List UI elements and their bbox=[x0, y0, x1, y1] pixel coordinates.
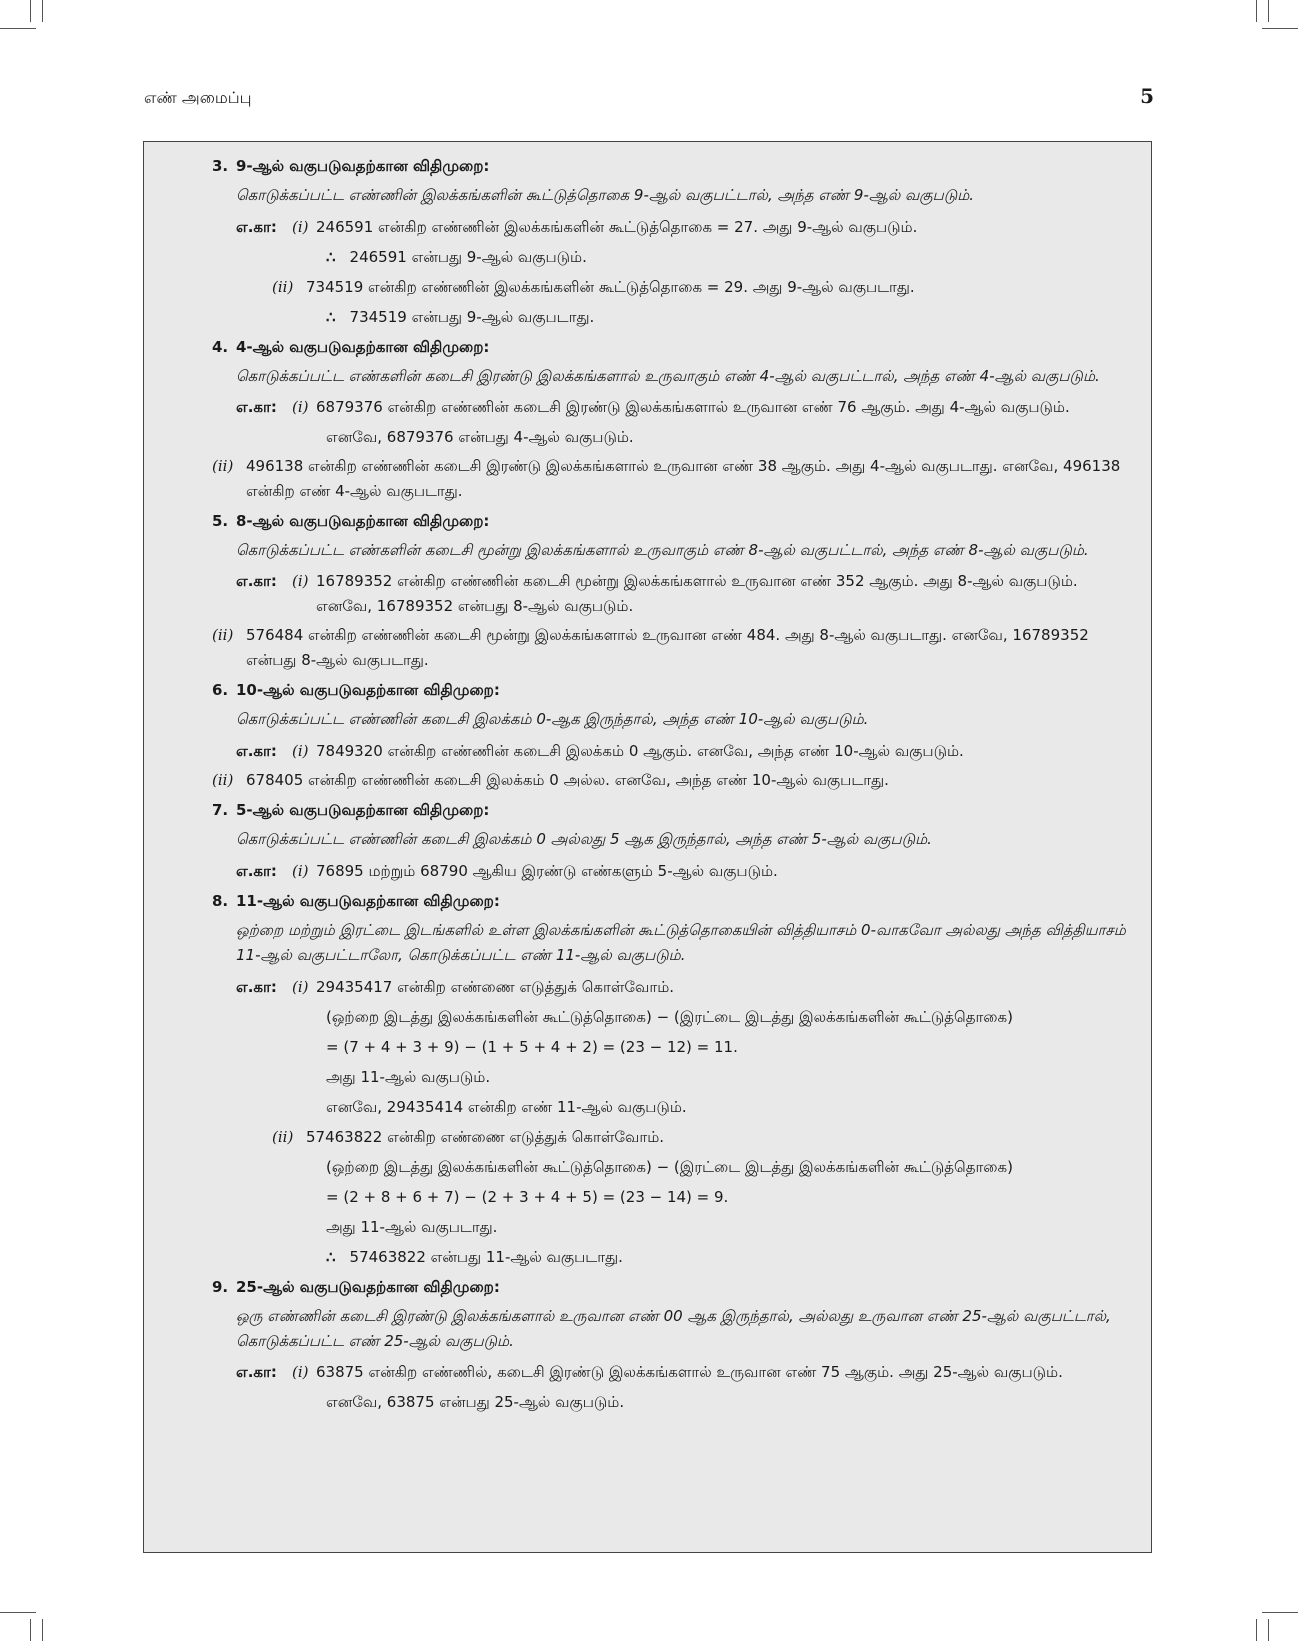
conclusion: ∴ 57463822 என்பது 11-ஆல் வகுபடாது. bbox=[326, 1248, 623, 1266]
conclusion: ∴ 734519 என்பது 9-ஆல் வகுபடாது. bbox=[326, 308, 595, 326]
example-2: (ii) 678405 என்கிற எண்ணின் கடைசி இலக்கம் 0 அல்ல. எனவே, அந்த எண் 10-ஆல் வகுபடாது. bbox=[212, 771, 889, 789]
section-heading: 8. 11-ஆல் வகுபடுவதற்கான விதிமுறை: bbox=[212, 892, 500, 910]
crop-mark bbox=[30, 1619, 31, 1641]
working-line: (ஒற்றை இடத்து இலக்கங்களின் கூட்டுத்தொகை) − (இரட்டை இடத்து இலக்கங்களின் கூட்டுத்தொகை) bbox=[326, 1008, 1013, 1026]
crop-mark bbox=[1268, 1619, 1269, 1641]
rule-statement: ஒரு எண்ணின் கடைசி இரண்டு இலக்கங்களால் உருவான எண் 00 ஆக இருந்தால், அல்லது உருவான எண் 25-ஆல் வகுபட்டால், கொடுக்கப்பட்ட எண் 25-ஆல் வகுபடும். bbox=[236, 1307, 1111, 1350]
working-line: = (2 + 8 + 6 + 7) − (2 + 3 + 4 + 5) = (23 − 14) = 9. bbox=[326, 1188, 729, 1206]
crop-mark bbox=[42, 1619, 43, 1641]
example-1: எ.கா: (i) 6879376 என்கிற எண்ணின் கடைசி இரண்டு இலக்கங்களால் உருவான எண் 76 ஆகும். அது 4-ஆல் வகுபடும். bbox=[212, 393, 1137, 422]
running-title: எண் அமைப்பு bbox=[144, 88, 252, 107]
rule-statement: ஒற்றை மற்றும் இரட்டை இடங்களில் உள்ள இலக்கங்களின் கூட்டுத்தொகையின் வித்தியாசம் 0-வாகவோ அல்லது அந்த வித்தியாசம் 11-ஆல் வகுபட்டாலோ, கொடுக்கப்பட்ட எண் 11-ஆல் வகுபடும். bbox=[236, 921, 1126, 964]
section-heading: 9. 25-ஆல் வகுபடுவதற்கான விதிமுறை: bbox=[212, 1278, 500, 1296]
section-heading: 5. 8-ஆல் வகுபடுவதற்கான விதிமுறை: bbox=[212, 512, 490, 530]
example-2: (ii) 496138 என்கிற எண்ணின் கடைசி இரண்டு இலக்கங்களால் உருவான எண் 38 ஆகும். அது 4-ஆல் வகுபடாது. எனவே, 496138 என்கிற எண் 4-ஆல் வகுபடாது. bbox=[212, 457, 1121, 500]
example-label: எ.கா: bbox=[236, 572, 277, 590]
crop-mark bbox=[42, 0, 43, 22]
conclusion: எனவே, 63875 என்பது 25-ஆல் வகுபடும். bbox=[326, 1393, 625, 1411]
crop-mark bbox=[1262, 28, 1298, 29]
example-1: எ.கா: (i) 63875 என்கிற எண்ணில், கடைசி இரண்டு இலக்கங்களால் உருவான எண் 75 ஆகும். அது 25-ஆல் வகுபடும். bbox=[212, 1358, 1137, 1387]
crop-mark bbox=[1268, 0, 1269, 22]
example-2: (ii) 734519 என்கிற எண்ணின் இலக்கங்களின் கூட்டுத்தொகை = 29. அது 9-ஆல் வகுபடாது. bbox=[272, 278, 915, 296]
section-rule-8 bbox=[212, 506, 1137, 675]
example-1: எ.கா: (i) 16789352 என்கிற எண்ணின் கடைசி மூன்று இலக்கங்களால் உருவான எண் 352 ஆகும். அது 8-ஆல் வகுபடும். எனவே, 16789352 என்பது 8-ஆல் வகுபடும். bbox=[212, 567, 1137, 621]
example-label: எ.கா: bbox=[236, 218, 277, 236]
working-line: (ஒற்றை இடத்து இலக்கங்களின் கூட்டுத்தொகை) − (இரட்டை இடத்து இலக்கங்களின் கூட்டுத்தொகை) bbox=[326, 1158, 1013, 1176]
therefore-symbol: ∴ bbox=[326, 308, 336, 326]
therefore-symbol: ∴ bbox=[326, 1248, 336, 1266]
example-2: (ii) 576484 என்கிற எண்ணின் கடைசி மூன்று இலக்கங்களால் உருவான எண் 484. அது 8-ஆல் வகுபடாது. எனவே, 16789352 என்பது 8-ஆல் வகுபடாது. bbox=[212, 626, 1089, 669]
rule-statement: கொடுக்கப்பட்ட எண்களின் கடைசி மூன்று இலக்கங்களால் உருவாகும் எண் 8-ஆல் வகுபட்டால், அந்த எண் 8-ஆல் வகுபடும். bbox=[236, 541, 1089, 559]
example-2: (ii) 57463822 என்கிற எண்ணை எடுத்துக் கொள்வோம். bbox=[272, 1128, 665, 1146]
rules-box bbox=[143, 141, 1152, 1553]
working-line: = (7 + 4 + 3 + 9) − (1 + 5 + 4 + 2) = (23 − 12) = 11. bbox=[326, 1038, 738, 1056]
section-heading: 6. 10-ஆல் வகுபடுவதற்கான விதிமுறை: bbox=[212, 681, 500, 699]
example-label: எ.கா: bbox=[236, 742, 277, 760]
rule-statement: கொடுக்கப்பட்ட எண்ணின் கடைசி இலக்கம் 0 அல்லது 5 ஆக இருந்தால், அந்த எண் 5-ஆல் வகுபடும். bbox=[236, 830, 932, 848]
section-rule-4 bbox=[212, 332, 1137, 506]
conclusion: எனவே, 6879376 என்பது 4-ஆல் வகுபடும். bbox=[326, 428, 634, 446]
working-line: எனவே, 29435414 என்கிற எண் 11-ஆல் வகுபடும். bbox=[326, 1098, 687, 1116]
crop-mark bbox=[1256, 0, 1257, 22]
rule-statement: கொடுக்கப்பட்ட எண்ணின் இலக்கங்களின் கூட்டுத்தொகை 9-ஆல் வகுபட்டால், அந்த எண் 9-ஆல் வகுபடும். bbox=[236, 186, 975, 204]
working-line: அது 11-ஆல் வகுபடும். bbox=[326, 1068, 491, 1086]
rule-statement: கொடுக்கப்பட்ட எண்ணின் கடைசி இலக்கம் 0-ஆக இருந்தால், அந்த எண் 10-ஆல் வகுபடும். bbox=[236, 710, 869, 728]
crop-mark bbox=[1262, 1612, 1298, 1613]
example-label: எ.கா: bbox=[236, 398, 277, 416]
example-1: எ.கா: (i) 7849320 என்கிற எண்ணின் கடைசி இலக்கம் 0 ஆகும். எனவே, அந்த எண் 10-ஆல் வகுபடும். bbox=[212, 736, 1137, 766]
crop-mark bbox=[0, 28, 36, 29]
example-1: எ.கா: (i) 29435417 என்கிற எண்ணை எடுத்துக் கொள்வோம். bbox=[212, 972, 1137, 1002]
example-label: எ.கா: bbox=[236, 978, 277, 996]
working-line: அது 11-ஆல் வகுபடாது. bbox=[326, 1218, 498, 1236]
section-rule-10 bbox=[212, 675, 1137, 795]
section-heading: 3. 9-ஆல் வகுபடுவதற்கான விதிமுறை: bbox=[212, 157, 490, 175]
example-label: எ.கா: bbox=[236, 862, 277, 880]
therefore-symbol: ∴ bbox=[326, 248, 336, 266]
section-rule-11 bbox=[212, 886, 1137, 1272]
example-1: எ.கா: (i) 76895 மற்றும் 68790 ஆகிய இரண்டு எண்களும் 5-ஆல் வகுபடும். bbox=[212, 856, 1137, 886]
conclusion: ∴ 246591 என்பது 9-ஆல் வகுபடும். bbox=[326, 248, 587, 266]
page-number: 5 bbox=[1140, 84, 1154, 108]
crop-mark bbox=[1256, 1619, 1257, 1641]
crop-mark bbox=[30, 0, 31, 22]
example-label: எ.கா: bbox=[236, 1363, 277, 1381]
rule-statement: கொடுக்கப்பட்ட எண்களின் கடைசி இரண்டு இலக்கங்களால் உருவாகும் எண் 4-ஆல் வகுபட்டால், அந்த எண் 4-ஆல் வகுபடும். bbox=[236, 367, 1100, 385]
crop-mark bbox=[0, 1612, 36, 1613]
section-heading: 4. 4-ஆல் வகுபடுவதற்கான விதிமுறை: bbox=[212, 338, 490, 356]
section-rule-25 bbox=[212, 1272, 1137, 1417]
example-1: எ.கா: (i) 246591 என்கிற எண்ணின் இலக்கங்களின் கூட்டுத்தொகை = 27. அது 9-ஆல் வகுபடும். bbox=[212, 212, 1137, 242]
section-rule-9 bbox=[212, 151, 1137, 332]
section-rule-5 bbox=[212, 795, 1137, 886]
section-heading: 7. 5-ஆல் வகுபடுவதற்கான விதிமுறை: bbox=[212, 801, 490, 819]
